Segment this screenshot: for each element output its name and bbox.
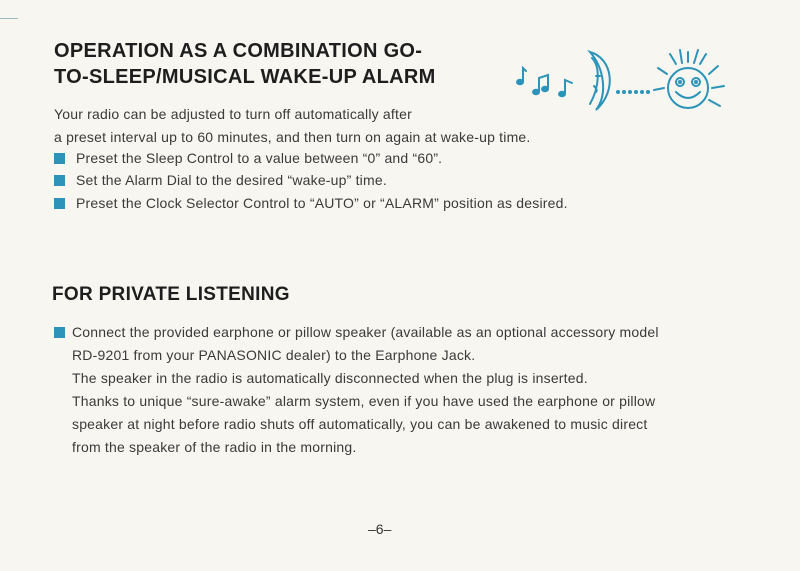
section1-title-line1: OPERATION AS A COMBINATION GO- [54,40,423,62]
page-number: –6– [368,521,392,537]
music-notes-icon [517,68,572,96]
bullet-square-icon [54,327,65,338]
bullet-square-icon [54,198,65,209]
section2-line-1: Connect the provided earphone or pillow speaker (available as an optional accessory model [72,324,659,340]
section2-title: FOR PRIVATE LISTENING [52,284,290,305]
section1-bullet-1: Preset the Sleep Control to a value between “0” and “60”. [76,150,443,166]
section2-line-2: RD-9201 from your PANASONIC dealer) to the Earphone Jack. [72,347,476,363]
section1-intro-line1: Your radio can be adjusted to turn off automatically after [54,106,412,122]
sleep-wake-illustration [512,46,744,124]
section2-line-3: The speaker in the radio is automatically disconnected when the plug is inserted. [72,370,588,386]
section1-title-line2: TO-SLEEP/MUSICAL WAKE-UP ALARM [54,66,436,88]
dots-trail-icon [616,90,650,94]
section1-bullet-2: Set the Alarm Dial to the desired “wake-up” time. [76,172,387,188]
section1-intro-line2: a preset interval up to 60 minutes, and then turn on again at wake-up time. [54,129,531,145]
smiling-sun-icon [654,50,724,108]
bullet-square-icon [54,153,65,164]
bullet-square-icon [54,175,65,186]
section2-line-6: from the speaker of the radio in the morning. [72,439,357,455]
section2-line-5: speaker at night before radio shuts off automatically, you can be awakened to music direct [72,416,648,432]
section1-bullet-3: Preset the Clock Selector Control to “AUTO” or “ALARM” position as desired. [76,195,568,211]
crescent-moon-icon [590,52,610,110]
corner-mark [0,18,18,19]
section2-line-4: Thanks to unique “sure-awake” alarm system, even if you have used the earphone or pillow [72,393,656,409]
